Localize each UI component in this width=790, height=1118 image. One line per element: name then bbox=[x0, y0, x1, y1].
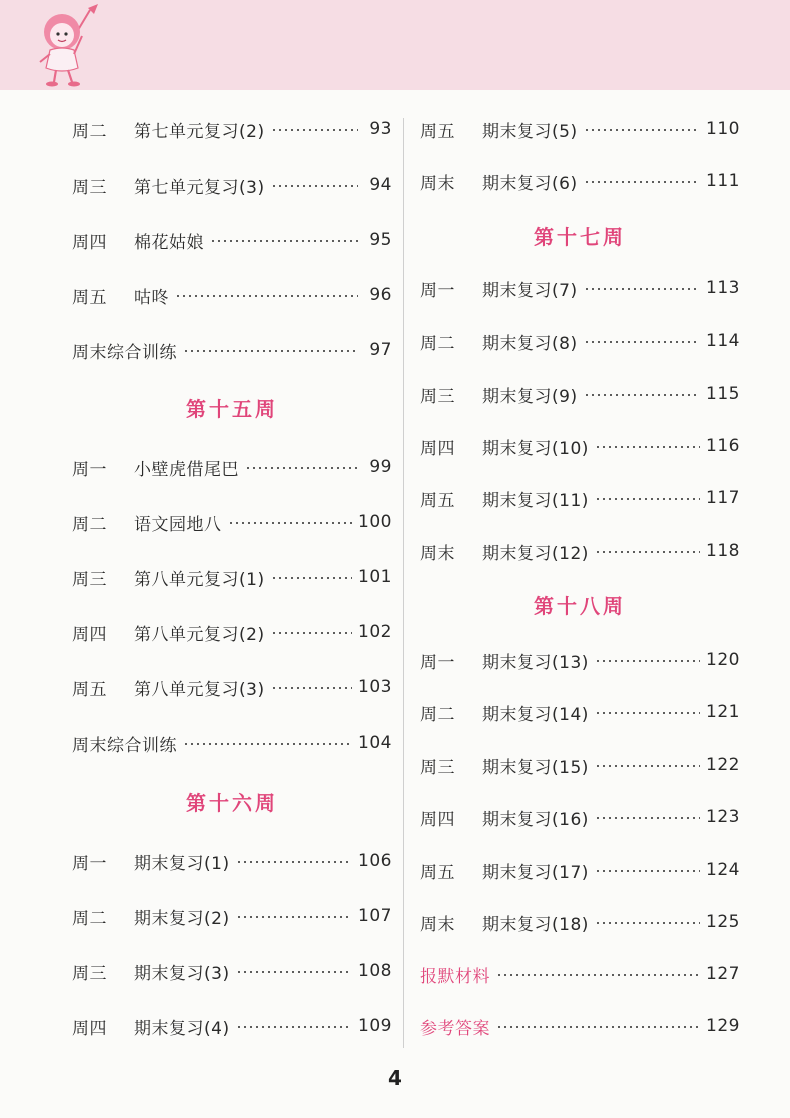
toc-entry-page: 101 bbox=[358, 567, 392, 587]
toc-entry-page: 111 bbox=[706, 171, 740, 191]
toc-entry-title: 期末复习(17) bbox=[482, 862, 589, 883]
page-number: 4 bbox=[388, 1066, 402, 1090]
toc-entry-day: 周三 bbox=[420, 386, 455, 407]
dot-leader bbox=[236, 1025, 352, 1029]
toc-entry-title: 期末复习(15) bbox=[482, 757, 589, 778]
dot-leader bbox=[496, 1025, 700, 1029]
toc-entry-day: 周四 bbox=[72, 1018, 107, 1039]
dot-leader bbox=[595, 764, 700, 768]
toc-entry-title: 期末复习(4) bbox=[134, 1018, 230, 1039]
toc-entry-title: 期末复习(6) bbox=[482, 173, 578, 194]
toc-entry-title: 第八单元复习(2) bbox=[134, 624, 265, 645]
toc-entry-page: 114 bbox=[706, 331, 740, 351]
dot-leader bbox=[175, 294, 358, 298]
toc-entry-page: 104 bbox=[358, 733, 392, 753]
toc-entry-page: 116 bbox=[706, 436, 740, 456]
toc-entry[interactable] bbox=[420, 750, 740, 780]
dot-leader bbox=[236, 970, 352, 974]
toc-entry[interactable] bbox=[72, 562, 392, 592]
dot-leader bbox=[271, 631, 352, 635]
dot-leader bbox=[236, 860, 352, 864]
toc-entry-page: 113 bbox=[706, 278, 740, 298]
toc-entry-day: 周三 bbox=[72, 177, 107, 198]
toc-entry-page: 109 bbox=[358, 1016, 392, 1036]
toc-entry-page: 94 bbox=[369, 175, 392, 195]
toc-entry-title: 期末复习(13) bbox=[482, 652, 589, 673]
toc-entry-day: 周五 bbox=[72, 287, 107, 308]
toc-entry-page: 129 bbox=[706, 1016, 740, 1036]
dot-leader bbox=[271, 128, 358, 132]
toc-entry-day: 周末 bbox=[420, 543, 455, 564]
toc-entry-day: 周末 bbox=[420, 173, 455, 194]
toc-entry-title: 第八单元复习(1) bbox=[134, 569, 265, 590]
toc-entry[interactable] bbox=[72, 956, 392, 986]
header-band bbox=[0, 0, 790, 90]
toc-entry-title: 语文园地八 bbox=[134, 514, 222, 535]
toc-entry-title: 期末复习(14) bbox=[482, 704, 589, 725]
toc-entry[interactable] bbox=[420, 483, 740, 513]
toc-entry[interactable] bbox=[72, 846, 392, 876]
week-heading: 第十七周 bbox=[534, 225, 626, 249]
toc-entry-page: 95 bbox=[369, 230, 392, 250]
toc-entry-page: 122 bbox=[706, 755, 740, 775]
toc-entry[interactable] bbox=[420, 114, 740, 144]
toc-entry[interactable] bbox=[72, 672, 392, 702]
toc-entry-day: 周五 bbox=[420, 121, 455, 142]
dot-leader bbox=[271, 686, 352, 690]
week-heading: 第十八周 bbox=[534, 594, 626, 618]
toc-entry[interactable] bbox=[72, 225, 392, 255]
toc-entry-day: 周末 bbox=[420, 914, 455, 935]
toc-entry-day: 周三 bbox=[420, 757, 455, 778]
toc-entry-page: 125 bbox=[706, 912, 740, 932]
toc-entry-day: 周五 bbox=[420, 862, 455, 883]
toc-entry-page: 110 bbox=[706, 119, 740, 139]
toc-entry-day: 周二 bbox=[420, 704, 455, 725]
week-heading: 第十六周 bbox=[186, 791, 278, 815]
toc-entry-title: 第七单元复习(3) bbox=[134, 177, 265, 198]
toc-entry[interactable] bbox=[420, 855, 740, 885]
toc-entry[interactable] bbox=[72, 901, 392, 931]
dot-leader bbox=[228, 521, 353, 525]
dot-leader bbox=[584, 180, 700, 184]
toc-entry[interactable] bbox=[420, 645, 740, 675]
toc-entry-page: 115 bbox=[706, 384, 740, 404]
toc-entry-page: 127 bbox=[706, 964, 740, 984]
toc-entry-day: 周四 bbox=[72, 232, 107, 253]
dot-leader bbox=[595, 869, 700, 873]
toc-entry[interactable] bbox=[420, 379, 740, 409]
toc-entry-day: 周一 bbox=[72, 853, 107, 874]
toc-entry[interactable] bbox=[420, 273, 740, 303]
dot-leader bbox=[595, 550, 700, 554]
toc-entry-day: 周二 bbox=[72, 121, 107, 142]
toc-entry-day: 周五 bbox=[420, 490, 455, 511]
dot-leader bbox=[183, 349, 358, 353]
dot-leader bbox=[271, 184, 358, 188]
toc-entry[interactable] bbox=[72, 335, 392, 365]
dot-leader bbox=[584, 393, 700, 397]
toc-entry-title: 期末复习(9) bbox=[482, 386, 578, 407]
toc-entry-page: 117 bbox=[706, 488, 740, 508]
dot-leader bbox=[584, 340, 700, 344]
toc-entry-title: 期末复习(10) bbox=[482, 438, 589, 459]
dot-leader bbox=[595, 816, 700, 820]
dot-leader bbox=[210, 239, 358, 243]
toc-entry-page: 97 bbox=[369, 340, 392, 360]
toc-entry-day: 周四 bbox=[72, 624, 107, 645]
toc-entry-day: 周四 bbox=[420, 809, 455, 830]
toc-entry-day: 周一 bbox=[420, 280, 455, 301]
toc-entry-title: 期末复习(3) bbox=[134, 963, 230, 984]
toc-entry[interactable] bbox=[420, 697, 740, 727]
girl-mascot-icon bbox=[28, 2, 106, 88]
toc-entry-day: 周二 bbox=[420, 333, 455, 354]
toc-entry-title: 期末复习(8) bbox=[482, 333, 578, 354]
toc-entry-page: 93 bbox=[369, 119, 392, 139]
toc-entry-title: 第八单元复习(3) bbox=[134, 679, 265, 700]
toc-entry-title: 期末复习(5) bbox=[482, 121, 578, 142]
dot-leader bbox=[183, 742, 352, 746]
toc-entry-title: 期末复习(16) bbox=[482, 809, 589, 830]
toc-entry-title: 期末复习(11) bbox=[482, 490, 589, 511]
toc-entry[interactable] bbox=[420, 166, 740, 196]
toc-entry-title: 期末复习(12) bbox=[482, 543, 589, 564]
toc-entry[interactable] bbox=[72, 1011, 392, 1041]
toc-entry-title: 周末综合训练 bbox=[72, 735, 177, 756]
toc-entry-title: 报默材料 bbox=[420, 966, 490, 987]
toc-entry[interactable] bbox=[72, 728, 392, 758]
toc-entry-page: 100 bbox=[358, 512, 392, 532]
toc-entry-day: 周一 bbox=[72, 459, 107, 480]
toc-entry-title: 期末复习(2) bbox=[134, 908, 230, 929]
dot-leader bbox=[584, 128, 700, 132]
toc-entry-title: 第七单元复习(2) bbox=[134, 121, 265, 142]
dot-leader bbox=[245, 466, 358, 470]
toc-entry[interactable] bbox=[420, 431, 740, 461]
toc-entry-page: 96 bbox=[369, 285, 392, 305]
toc-entry-day: 周二 bbox=[72, 908, 107, 929]
toc-entry-page: 102 bbox=[358, 622, 392, 642]
toc-entry[interactable] bbox=[72, 170, 392, 200]
dot-leader bbox=[271, 576, 352, 580]
dot-leader bbox=[595, 659, 700, 663]
dot-leader bbox=[595, 921, 700, 925]
toc-entry[interactable] bbox=[420, 536, 740, 566]
toc-entry-day: 周三 bbox=[72, 963, 107, 984]
toc-entry-day: 周四 bbox=[420, 438, 455, 459]
toc-entry-day: 周三 bbox=[72, 569, 107, 590]
week-heading: 第十五周 bbox=[186, 397, 278, 421]
toc-entry-title: 期末复习(1) bbox=[134, 853, 230, 874]
toc-entry[interactable] bbox=[72, 452, 392, 482]
toc-entry-page: 108 bbox=[358, 961, 392, 981]
toc-entry-title: 参考答案 bbox=[420, 1018, 490, 1039]
toc-entry[interactable] bbox=[72, 617, 392, 647]
toc-entry-page: 124 bbox=[706, 860, 740, 880]
toc-entry-title: 棉花姑娘 bbox=[134, 232, 204, 253]
dot-leader bbox=[595, 711, 700, 715]
toc-entry[interactable] bbox=[72, 114, 392, 144]
dot-leader bbox=[595, 445, 700, 449]
toc-entry-title: 咕咚 bbox=[134, 287, 169, 308]
toc-entry[interactable] bbox=[420, 802, 740, 832]
toc-entry-title: 周末综合训练 bbox=[72, 342, 177, 363]
toc-entry[interactable] bbox=[72, 280, 392, 310]
toc-entry[interactable] bbox=[420, 959, 740, 989]
toc-entry-page: 121 bbox=[706, 702, 740, 722]
toc-entry[interactable] bbox=[420, 907, 740, 937]
toc-entry-page: 120 bbox=[706, 650, 740, 670]
toc-entry-page: 118 bbox=[706, 541, 740, 561]
toc-entry-day: 周五 bbox=[72, 679, 107, 700]
toc-entry-page: 99 bbox=[369, 457, 392, 477]
toc-entry-page: 123 bbox=[706, 807, 740, 827]
dot-leader bbox=[595, 497, 700, 501]
dot-leader bbox=[584, 287, 700, 291]
toc-entry-page: 106 bbox=[358, 851, 392, 871]
toc-entry[interactable] bbox=[420, 1011, 740, 1041]
toc-entry[interactable] bbox=[420, 326, 740, 356]
dot-leader bbox=[496, 973, 700, 977]
dot-leader bbox=[236, 915, 352, 919]
toc-entry-day: 周一 bbox=[420, 652, 455, 673]
toc-entry-title: 期末复习(18) bbox=[482, 914, 589, 935]
column-divider bbox=[403, 118, 404, 1048]
toc-entry-title: 小壁虎借尾巴 bbox=[134, 459, 239, 480]
toc-entry-page: 103 bbox=[358, 677, 392, 697]
toc-entry[interactable] bbox=[72, 507, 392, 537]
toc-entry-title: 期末复习(7) bbox=[482, 280, 578, 301]
toc-entry-day: 周二 bbox=[72, 514, 107, 535]
toc-entry-page: 107 bbox=[358, 906, 392, 926]
